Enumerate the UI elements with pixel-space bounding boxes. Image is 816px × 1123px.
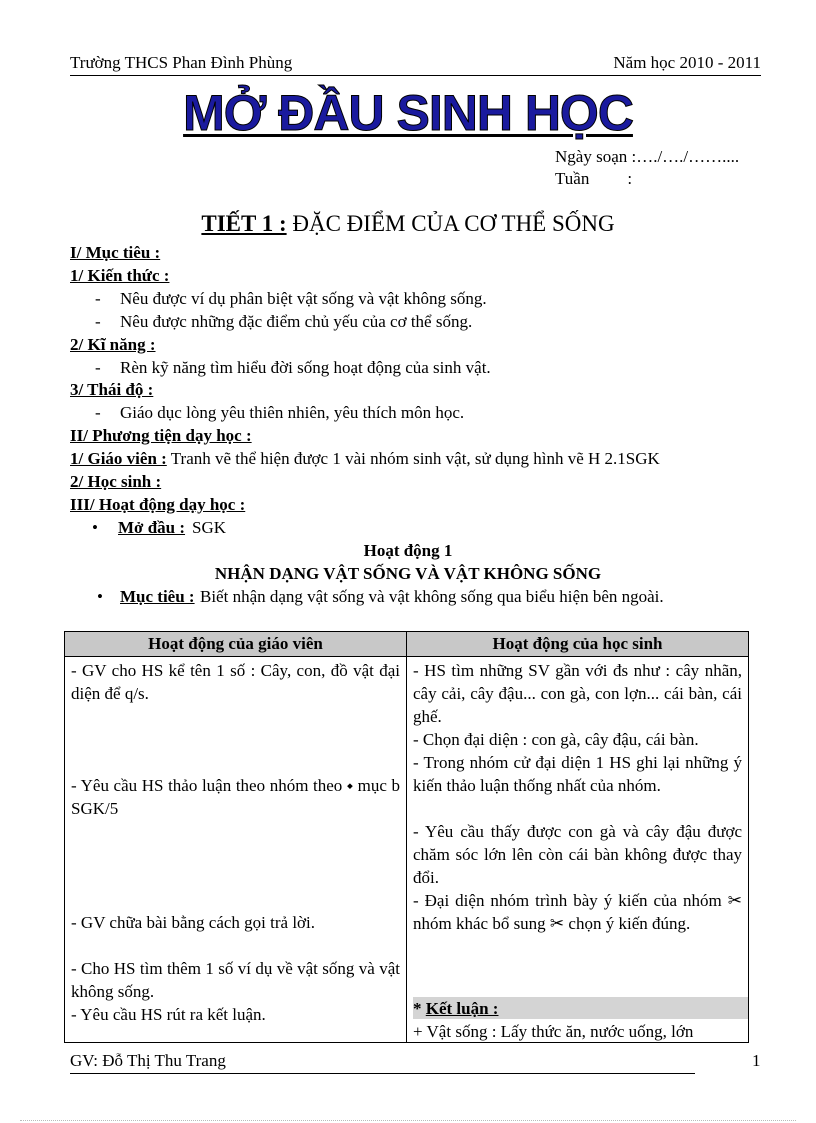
section-attitude: 3/ Thái độ : xyxy=(70,380,154,399)
teacher-column-header: Hoạt động của giáo viên xyxy=(65,632,407,657)
lesson-code: TIẾT 1 : xyxy=(201,211,287,236)
document-page: Trường THCS Phan Đình Phùng Năm học 2010 - 2011 MỞ ĐẦU SINH HỌC Ngày soạn :…./…./…….... Tuần : TIẾT 1 : ĐẶC ĐIỂM CỦA CƠ THỂ SỐNG I/ Mục tiêu : 1/ Kiến thức : - Nêu được ví dụ phân biệt vật sống và vật không sống. - Nêu được những đặc điểm chủ yếu của cơ thể sống. 2/ Kĩ năng : - Rèn kỹ năng tìm hiểu đời sống hoạt động của sinh vật. 3/ Thái độ : - Giáo dục lòng yêu thiên nhiên, yêu thích môn học. II/ Phương tiện dạy học : 1/ Giáo viên : Tranh vẽ thể hiện được 1 vài nhóm sinh vật, sử dụng hình vẽ H 2.1SGK 2/ Học sinh : III/ Hoạt động dạy học : • Mở đầu : SGK Hoạt động 1 NHẬN DẠNG VẬT SỐNG VÀ VẬT KHÔNG SỐNG • Mục tiêu : Biết nhận dạng vật sống và vật không sống qua biểu hiện bên ngoài. Hoạt động của giáo viên Hoạt động của học sinh - GV cho HS kể tên 1 số : Cây, con, đồ vật đại diện để q/s. - Yêu cầu HS thảo luận theo nhóm theo ⬩ mục b SGK/5 - GV chữa bài bằng cách gọi trả lời. - Cho HS tìm thêm 1 số ví dụ về vật sống và vật không sống. - Yêu cầu HS rút ra kết luận. - HS tìm những SV gần với đs như : cây nhãn, cây cải, cây đậu... con gà, con lợn... cái bàn, cái ghế. - Chọn đại diện : con gà, cây đậu, cái bàn. - Trong nhóm cử đại diện 1 HS ghi lại những ý kiến thảo luận thống nhất của nhóm. - Yêu cầu thấy được con gà và cây đậu được chăm sóc lớn lên còn cái bàn không được thay đổi. - Đại diện nhóm trình bày ý kiến của nhóm ✂ nhóm khác bổ sung ✂ chọn ý kiến đúng. * Kết luận : + Vật sống : Lấy thức ăn, nước uống, lớn GV: Đỗ Thị Thu Trang 1 xyxy=(0,0,816,1123)
section-skills: 2/ Kĩ năng : xyxy=(70,335,156,354)
banner-title: MỞ ĐẦU SINH HỌC xyxy=(183,85,633,141)
lesson-title xyxy=(0,211,816,237)
conclusion-heading: * Kết luận : xyxy=(413,999,499,1018)
page-bottom-divider xyxy=(20,1120,796,1121)
student-cell xyxy=(407,657,749,1043)
school-year: Năm học 2010 - 2011 xyxy=(613,53,761,72)
student-step-5: - Đại diện nhóm trình bày ý kiến của nhóm ✂ nhóm khác bổ sung ✂ chọn ý kiến đúng. xyxy=(413,891,742,933)
prep-date: Ngày soạn :…./…./…….... xyxy=(555,147,740,166)
activity-table xyxy=(64,631,749,1043)
teacher-cell xyxy=(65,657,407,1043)
activity-title: Hoạt động 1 xyxy=(363,541,453,560)
teacher-step-3: - GV chữa bài bằng cách gọi trả lời. xyxy=(71,913,316,932)
materials-teacher: 1/ Giáo viên : Tranh vẽ thể hiện được 1 vài nhóm sinh vật, sử dụng hình vẽ H 2.1SGK xyxy=(70,449,660,468)
student-step-1: - HS tìm những SV gần với đs như : cây nhãn, cây cải, cây đậu... con gà, con lợn... cái bàn, cái ghế. xyxy=(413,661,742,726)
student-step-2: - Chọn đại diện : con gà, cây đậu, cái bàn. xyxy=(413,730,699,749)
student-step-3: - Trong nhóm cử đại diện 1 HS ghi lại những ý kiến thảo luận thống nhất của nhóm. xyxy=(413,753,742,795)
section-activities: III/ Hoạt động dạy học : xyxy=(70,495,246,514)
week-line xyxy=(555,169,632,189)
section-knowledge: 1/ Kiến thức : xyxy=(70,266,170,285)
student-column-header: Hoạt động của học sinh xyxy=(407,632,749,657)
lesson-name: ĐẶC ĐIỂM CỦA CƠ THỂ SỐNG xyxy=(286,211,615,236)
teacher-step-4: - Cho HS tìm thêm 1 số ví dụ về vật sống và vật không sống. xyxy=(71,959,400,1001)
page-number: 1 xyxy=(752,1051,761,1070)
week-colon: : xyxy=(627,169,633,188)
school-name: Trường THCS Phan Đình Phùng xyxy=(70,53,293,72)
section-materials: II/ Phương tiện dạy học : xyxy=(70,426,252,445)
footer-teacher: GV: Đỗ Thị Thu Trang xyxy=(70,1051,695,1074)
activity-subtitle: NHẬN DẠNG VẬT SỐNG VÀ VẬT KHÔNG SỐNG xyxy=(214,564,602,583)
teacher-step-5: - Yêu cầu HS rút ra kết luận. xyxy=(71,1005,266,1024)
materials-student: 2/ Học sinh : xyxy=(70,472,162,491)
conclusion-text: + Vật sống : Lấy thức ăn, nước uống, lớn xyxy=(413,1022,694,1041)
page-header xyxy=(70,53,761,76)
student-step-4: - Yêu cầu thấy được con gà và cây đậu được chăm sóc lớn lên còn cái bàn không được thay đổi. xyxy=(413,822,742,887)
section-objectives: I/ Mục tiêu : xyxy=(70,243,161,262)
week-label: Tuần xyxy=(555,169,590,188)
teacher-step-2: - Yêu cầu HS thảo luận theo nhóm theo ⬩ mục b SGK/5 xyxy=(71,776,400,818)
teacher-step-1: - GV cho HS kể tên 1 số : Cây, con, đồ vật đại diện để q/s. xyxy=(71,661,400,703)
